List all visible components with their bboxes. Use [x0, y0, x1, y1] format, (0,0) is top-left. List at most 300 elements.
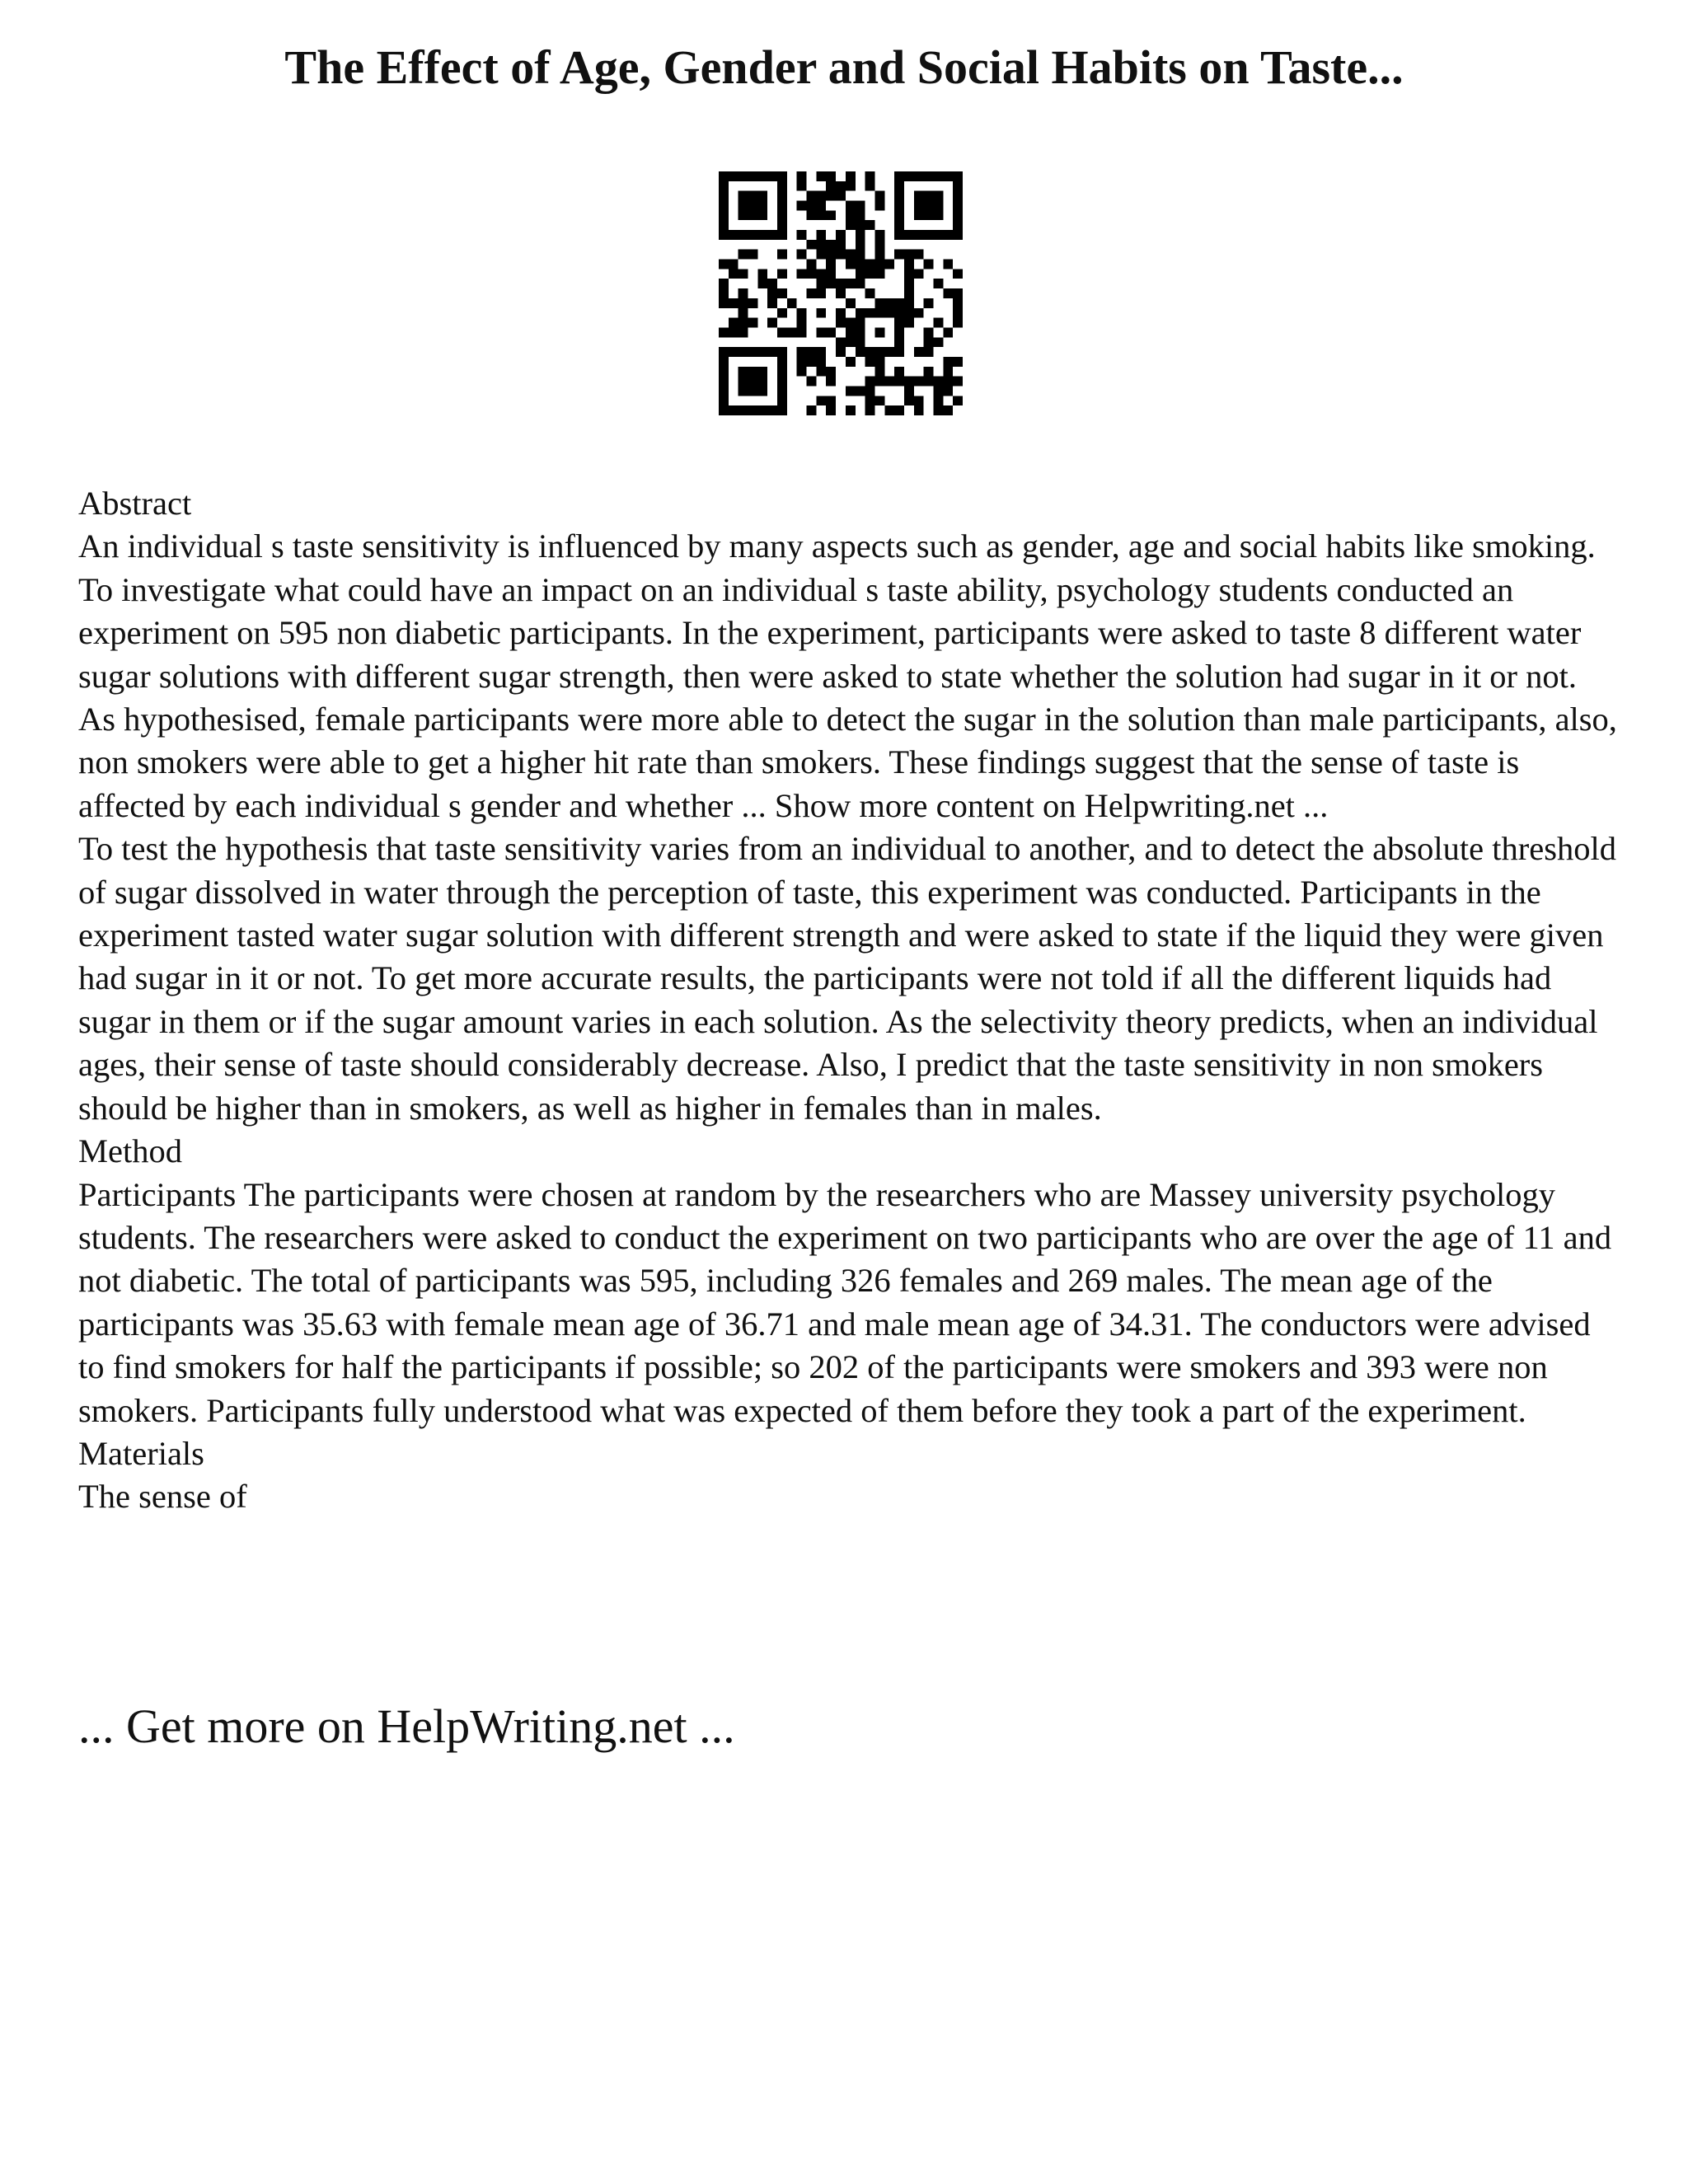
qr-module [856, 318, 865, 328]
qr-module [748, 377, 758, 387]
qr-module [738, 347, 748, 357]
qr-module [846, 386, 856, 396]
qr-module [757, 230, 767, 240]
qr-module [719, 171, 729, 181]
qr-module [826, 191, 836, 201]
qr-module [777, 357, 787, 367]
qr-module [914, 269, 924, 279]
qr-module [719, 386, 729, 396]
qr-module [865, 288, 875, 298]
qr-module [874, 308, 884, 318]
qr-module [933, 405, 943, 415]
qr-module [777, 250, 787, 260]
qr-module [953, 298, 963, 308]
qr-module [729, 260, 738, 269]
qr-module [856, 201, 865, 211]
qr-module [748, 386, 758, 396]
qr-module [904, 318, 914, 328]
qr-module [846, 318, 856, 328]
qr-module [846, 405, 856, 415]
qr-module [719, 367, 729, 377]
qr-module [904, 260, 914, 269]
qr-module [836, 191, 846, 201]
qr-module [933, 210, 943, 220]
qr-module [738, 250, 748, 260]
qr-module [807, 357, 817, 367]
qr-module [894, 191, 904, 201]
qr-module [953, 171, 963, 181]
qr-module [933, 377, 943, 387]
qr-module [836, 308, 846, 318]
qr-module [777, 230, 787, 240]
qr-module [816, 279, 826, 288]
materials-heading: Materials [78, 1434, 204, 1472]
qr-module [719, 210, 729, 220]
qr-module [836, 250, 846, 260]
qr-module [826, 181, 836, 191]
qr-module [797, 367, 807, 377]
qr-module [874, 347, 884, 357]
qr-module [933, 337, 943, 347]
qr-module [719, 288, 729, 298]
qr-module [953, 377, 963, 387]
qr-module [816, 367, 826, 377]
qr-module [767, 298, 777, 308]
qr-module [719, 230, 729, 240]
qr-module [807, 347, 817, 357]
qr-module [953, 230, 963, 240]
qr-module [777, 269, 787, 279]
qr-module [884, 308, 894, 318]
qr-module [797, 269, 807, 279]
qr-module [846, 250, 856, 260]
qr-module [826, 396, 836, 405]
qr-module [738, 230, 748, 240]
qr-module [787, 298, 797, 308]
qr-module [846, 357, 856, 367]
qr-module [777, 288, 787, 298]
qr-module [719, 396, 729, 405]
qr-module [738, 318, 748, 328]
qr-module [719, 201, 729, 211]
qr-module [757, 201, 767, 211]
qr-module [757, 191, 767, 201]
qr-module [738, 201, 748, 211]
abstract-paragraph-2: To test the hypothesis that taste sensitivity varies from an individual to another, and to detect the absolute threshold of sugar dissolved in water through the perception of taste, this experiment was conducted. Participants in the experiment tasted water sugar solution with different strength and were asked to state if the liquid they were given had sugar in it or not. To get more accurate results, the participants were not told if all the different liquids had sugar in them or if the sugar amount varies in each solution. As the selectivity theory predicts, when an individual ages, their sense of taste should considerably decrease. Also, I predict that the taste sensitivity in non smokers should be higher than in smokers, as well as higher in females than in males. [78, 830, 1617, 1127]
qr-module [856, 220, 865, 230]
qr-module [953, 210, 963, 220]
qr-module [953, 181, 963, 191]
qr-module [856, 260, 865, 269]
qr-module [953, 201, 963, 211]
qr-module [816, 171, 826, 181]
qr-module [933, 396, 943, 405]
qr-module [777, 171, 787, 181]
qr-module [894, 327, 904, 337]
qr-module [729, 347, 738, 357]
qr-module [816, 269, 826, 279]
qr-module [836, 240, 846, 250]
qr-module [719, 260, 729, 269]
qr-module [904, 298, 914, 308]
qr-module [856, 337, 865, 347]
qr-module [953, 396, 963, 405]
qr-module [757, 405, 767, 415]
qr-module [748, 210, 758, 220]
method-heading: Method [78, 1132, 182, 1170]
qr-module [874, 201, 884, 211]
qr-module [807, 210, 817, 220]
qr-module [846, 210, 856, 220]
qr-module [914, 347, 924, 357]
qr-module [797, 357, 807, 367]
qr-module [924, 337, 934, 347]
qr-module [816, 201, 826, 211]
qr-module [943, 367, 953, 377]
qr-module [738, 308, 748, 318]
qr-module [874, 250, 884, 260]
qr-module [914, 405, 924, 415]
qr-module [914, 396, 924, 405]
qr-module [865, 405, 875, 415]
qr-module [856, 269, 865, 279]
qr-module [914, 308, 924, 318]
qr-module [767, 288, 777, 298]
qr-module [943, 327, 953, 337]
qr-module [904, 171, 914, 181]
qr-module [953, 318, 963, 328]
qr-module [816, 308, 826, 318]
qr-code-icon [719, 171, 963, 415]
qr-module [757, 377, 767, 387]
qr-module [856, 240, 865, 250]
qr-module [914, 377, 924, 387]
qr-module [894, 220, 904, 230]
qr-module [757, 279, 767, 288]
qr-module [884, 377, 894, 387]
qr-module [904, 269, 914, 279]
qr-module [953, 220, 963, 230]
qr-module [729, 405, 738, 415]
abstract-heading: Abstract [78, 485, 192, 522]
qr-module [738, 210, 748, 220]
qr-module [719, 347, 729, 357]
qr-module [748, 318, 758, 328]
qr-module [894, 405, 904, 415]
qr-module [933, 230, 943, 240]
qr-module [767, 318, 777, 328]
qr-module [874, 367, 884, 377]
qr-module [914, 250, 924, 260]
qr-module [865, 308, 875, 318]
qr-module [816, 357, 826, 367]
qr-module [865, 386, 875, 396]
qr-module [874, 260, 884, 269]
qr-module [924, 260, 934, 269]
qr-module [894, 367, 904, 377]
qr-module [894, 377, 904, 387]
qr-module [836, 230, 846, 240]
qr-module [836, 288, 846, 298]
qr-module [777, 308, 787, 318]
qr-module [767, 230, 777, 240]
qr-module [846, 181, 856, 191]
qr-module [865, 181, 875, 191]
qr-module [874, 377, 884, 387]
qr-module [807, 288, 817, 298]
qr-module [924, 171, 934, 181]
qr-module [904, 230, 914, 240]
qr-module [816, 250, 826, 260]
qr-module [865, 260, 875, 269]
qr-module [874, 240, 884, 250]
qr-module [797, 327, 807, 337]
qr-module [777, 405, 787, 415]
qr-module [807, 191, 817, 201]
qr-module [894, 347, 904, 357]
qr-module [904, 308, 914, 318]
qr-module [797, 308, 807, 318]
materials-paragraph-1: The sense of [78, 1478, 247, 1516]
qr-module [777, 201, 787, 211]
qr-module [729, 327, 738, 337]
qr-module [719, 357, 729, 367]
qr-module [856, 327, 865, 337]
qr-module [757, 386, 767, 396]
qr-module [807, 269, 817, 279]
qr-module [914, 171, 924, 181]
qr-module [894, 250, 904, 260]
qr-module [777, 367, 787, 377]
qr-module [904, 288, 914, 298]
qr-module [719, 377, 729, 387]
qr-module [894, 230, 904, 240]
qr-module [807, 405, 817, 415]
qr-module [846, 337, 856, 347]
qr-module [748, 201, 758, 211]
qr-module [865, 347, 875, 357]
qr-module [836, 279, 846, 288]
qr-module [874, 357, 884, 367]
qr-module [953, 308, 963, 318]
qr-module [748, 347, 758, 357]
qr-module [856, 279, 865, 288]
qr-module [933, 318, 943, 328]
qr-module [777, 220, 787, 230]
qr-module [874, 396, 884, 405]
qr-module [914, 210, 924, 220]
qr-module [719, 298, 729, 308]
qr-module [757, 171, 767, 181]
qr-module [797, 181, 807, 191]
qr-module [719, 279, 729, 288]
qr-module [777, 396, 787, 405]
qr-module [836, 181, 846, 191]
qr-module [865, 357, 875, 367]
qr-module [816, 288, 826, 298]
qr-module [719, 405, 729, 415]
qr-module [807, 260, 817, 269]
qr-module [777, 347, 787, 357]
qr-module [865, 220, 875, 230]
qr-module [826, 279, 836, 288]
qr-module [826, 260, 836, 269]
qr-module [874, 191, 884, 201]
qr-module [836, 337, 846, 347]
qr-module [816, 210, 826, 220]
qr-module [748, 230, 758, 240]
qr-module [904, 396, 914, 405]
qr-module [816, 191, 826, 201]
abstract-paragraph-1: An individual s taste sensitivity is influenced by many aspects such as gender, age and social habits like smoking. To investigate what could have an impact on an individual s taste ability, psychology students conducted an experiment on 595 non diabetic participants. In the experiment, participants were asked to taste 8 different water sugar solutions with different sugar strength, then were asked to state whether the solution had sugar in it or not. As hypothesised, female participants were more able to detect the sugar in the solution than male participants, also, non smokers were able to get a higher hit rate than smokers. These findings suggest that the sense of taste is affected by each individual s gender and whether ... Show more content on Helpwriting.net ... [78, 527, 1617, 824]
qr-module [924, 377, 934, 387]
qr-module [729, 298, 738, 308]
qr-module [874, 230, 884, 240]
qr-module [738, 405, 748, 415]
qr-module [953, 288, 963, 298]
qr-module [748, 191, 758, 201]
page-title: The Effect of Age, Gender and Social Habits on Taste... [284, 40, 1404, 94]
qr-module [807, 201, 817, 211]
qr-module [738, 288, 748, 298]
qr-module [894, 308, 904, 318]
qr-module [933, 386, 943, 396]
qr-module [826, 377, 836, 387]
qr-module [933, 191, 943, 201]
qr-module [924, 367, 934, 377]
qr-module [924, 327, 934, 337]
qr-module [767, 279, 777, 288]
qr-module [894, 171, 904, 181]
qr-module [943, 230, 953, 240]
qr-module [856, 210, 865, 220]
qr-module [797, 171, 807, 181]
qr-module [836, 318, 846, 328]
qr-module [894, 181, 904, 191]
qr-module [729, 230, 738, 240]
qr-module [904, 279, 914, 288]
qr-module [738, 269, 748, 279]
qr-module [757, 269, 767, 279]
qr-module [894, 318, 904, 328]
qr-module [856, 386, 865, 396]
qr-module [836, 347, 846, 357]
qr-module [924, 298, 934, 308]
qr-module [924, 230, 934, 240]
qr-module [904, 377, 914, 387]
qr-module [884, 298, 894, 308]
qr-module [797, 347, 807, 357]
qr-module [729, 269, 738, 279]
get-more-link[interactable]: ... Get more on HelpWriting.net ... [78, 1699, 735, 1753]
qr-module [924, 191, 934, 201]
qr-module [826, 367, 836, 377]
qr-module [826, 327, 836, 337]
qr-module [826, 405, 836, 415]
qr-module [777, 377, 787, 387]
qr-module [904, 250, 914, 260]
qr-module [865, 377, 875, 387]
qr-module [914, 191, 924, 201]
qr-module [738, 191, 748, 201]
qr-module [738, 377, 748, 387]
qr-module [797, 230, 807, 240]
qr-module [856, 250, 865, 260]
qr-module [846, 327, 856, 337]
document-body [78, 482, 1620, 1519]
qr-module [748, 250, 758, 260]
qr-module [738, 298, 748, 308]
qr-module [826, 210, 836, 220]
qr-module [904, 386, 914, 396]
qr-module [846, 220, 856, 230]
qr-module [943, 260, 953, 269]
qr-module [719, 220, 729, 230]
qr-module [826, 171, 836, 181]
qr-module [943, 386, 953, 396]
qr-module [738, 171, 748, 181]
qr-module [826, 250, 836, 260]
qr-module [856, 308, 865, 318]
qr-module [767, 347, 777, 357]
qr-module [719, 191, 729, 201]
qr-module [953, 269, 963, 279]
qr-module [757, 367, 767, 377]
qr-module [924, 210, 934, 220]
qr-module [953, 357, 963, 367]
qr-module [953, 191, 963, 201]
qr-module [777, 327, 787, 337]
qr-module [748, 298, 758, 308]
qr-module [738, 367, 748, 377]
qr-module [933, 201, 943, 211]
qr-module [729, 318, 738, 328]
qr-module [787, 327, 797, 337]
qr-module [826, 269, 836, 279]
qr-module [748, 171, 758, 181]
qr-module [738, 327, 748, 337]
qr-module [777, 191, 787, 201]
qr-module [757, 347, 767, 357]
qr-module [884, 347, 894, 357]
qr-module [933, 279, 943, 288]
qr-module [865, 396, 875, 405]
qr-module [943, 171, 953, 181]
qr-module [874, 298, 884, 308]
qr-module [894, 337, 904, 347]
qr-module [856, 230, 865, 240]
qr-module [807, 240, 817, 250]
qr-module [924, 347, 934, 357]
qr-module [846, 201, 856, 211]
qr-module [884, 405, 894, 415]
qr-module [738, 386, 748, 396]
qr-module [729, 171, 738, 181]
qr-module [846, 279, 856, 288]
qr-module [894, 210, 904, 220]
qr-module [826, 240, 836, 250]
qr-module [807, 377, 817, 387]
qr-module [846, 171, 856, 181]
qr-module [816, 230, 826, 240]
qr-module [943, 377, 953, 387]
qr-module [943, 288, 953, 298]
qr-module [874, 327, 884, 337]
qr-module [767, 405, 777, 415]
qr-module [767, 171, 777, 181]
qr-module [914, 230, 924, 240]
qr-module [846, 298, 856, 308]
